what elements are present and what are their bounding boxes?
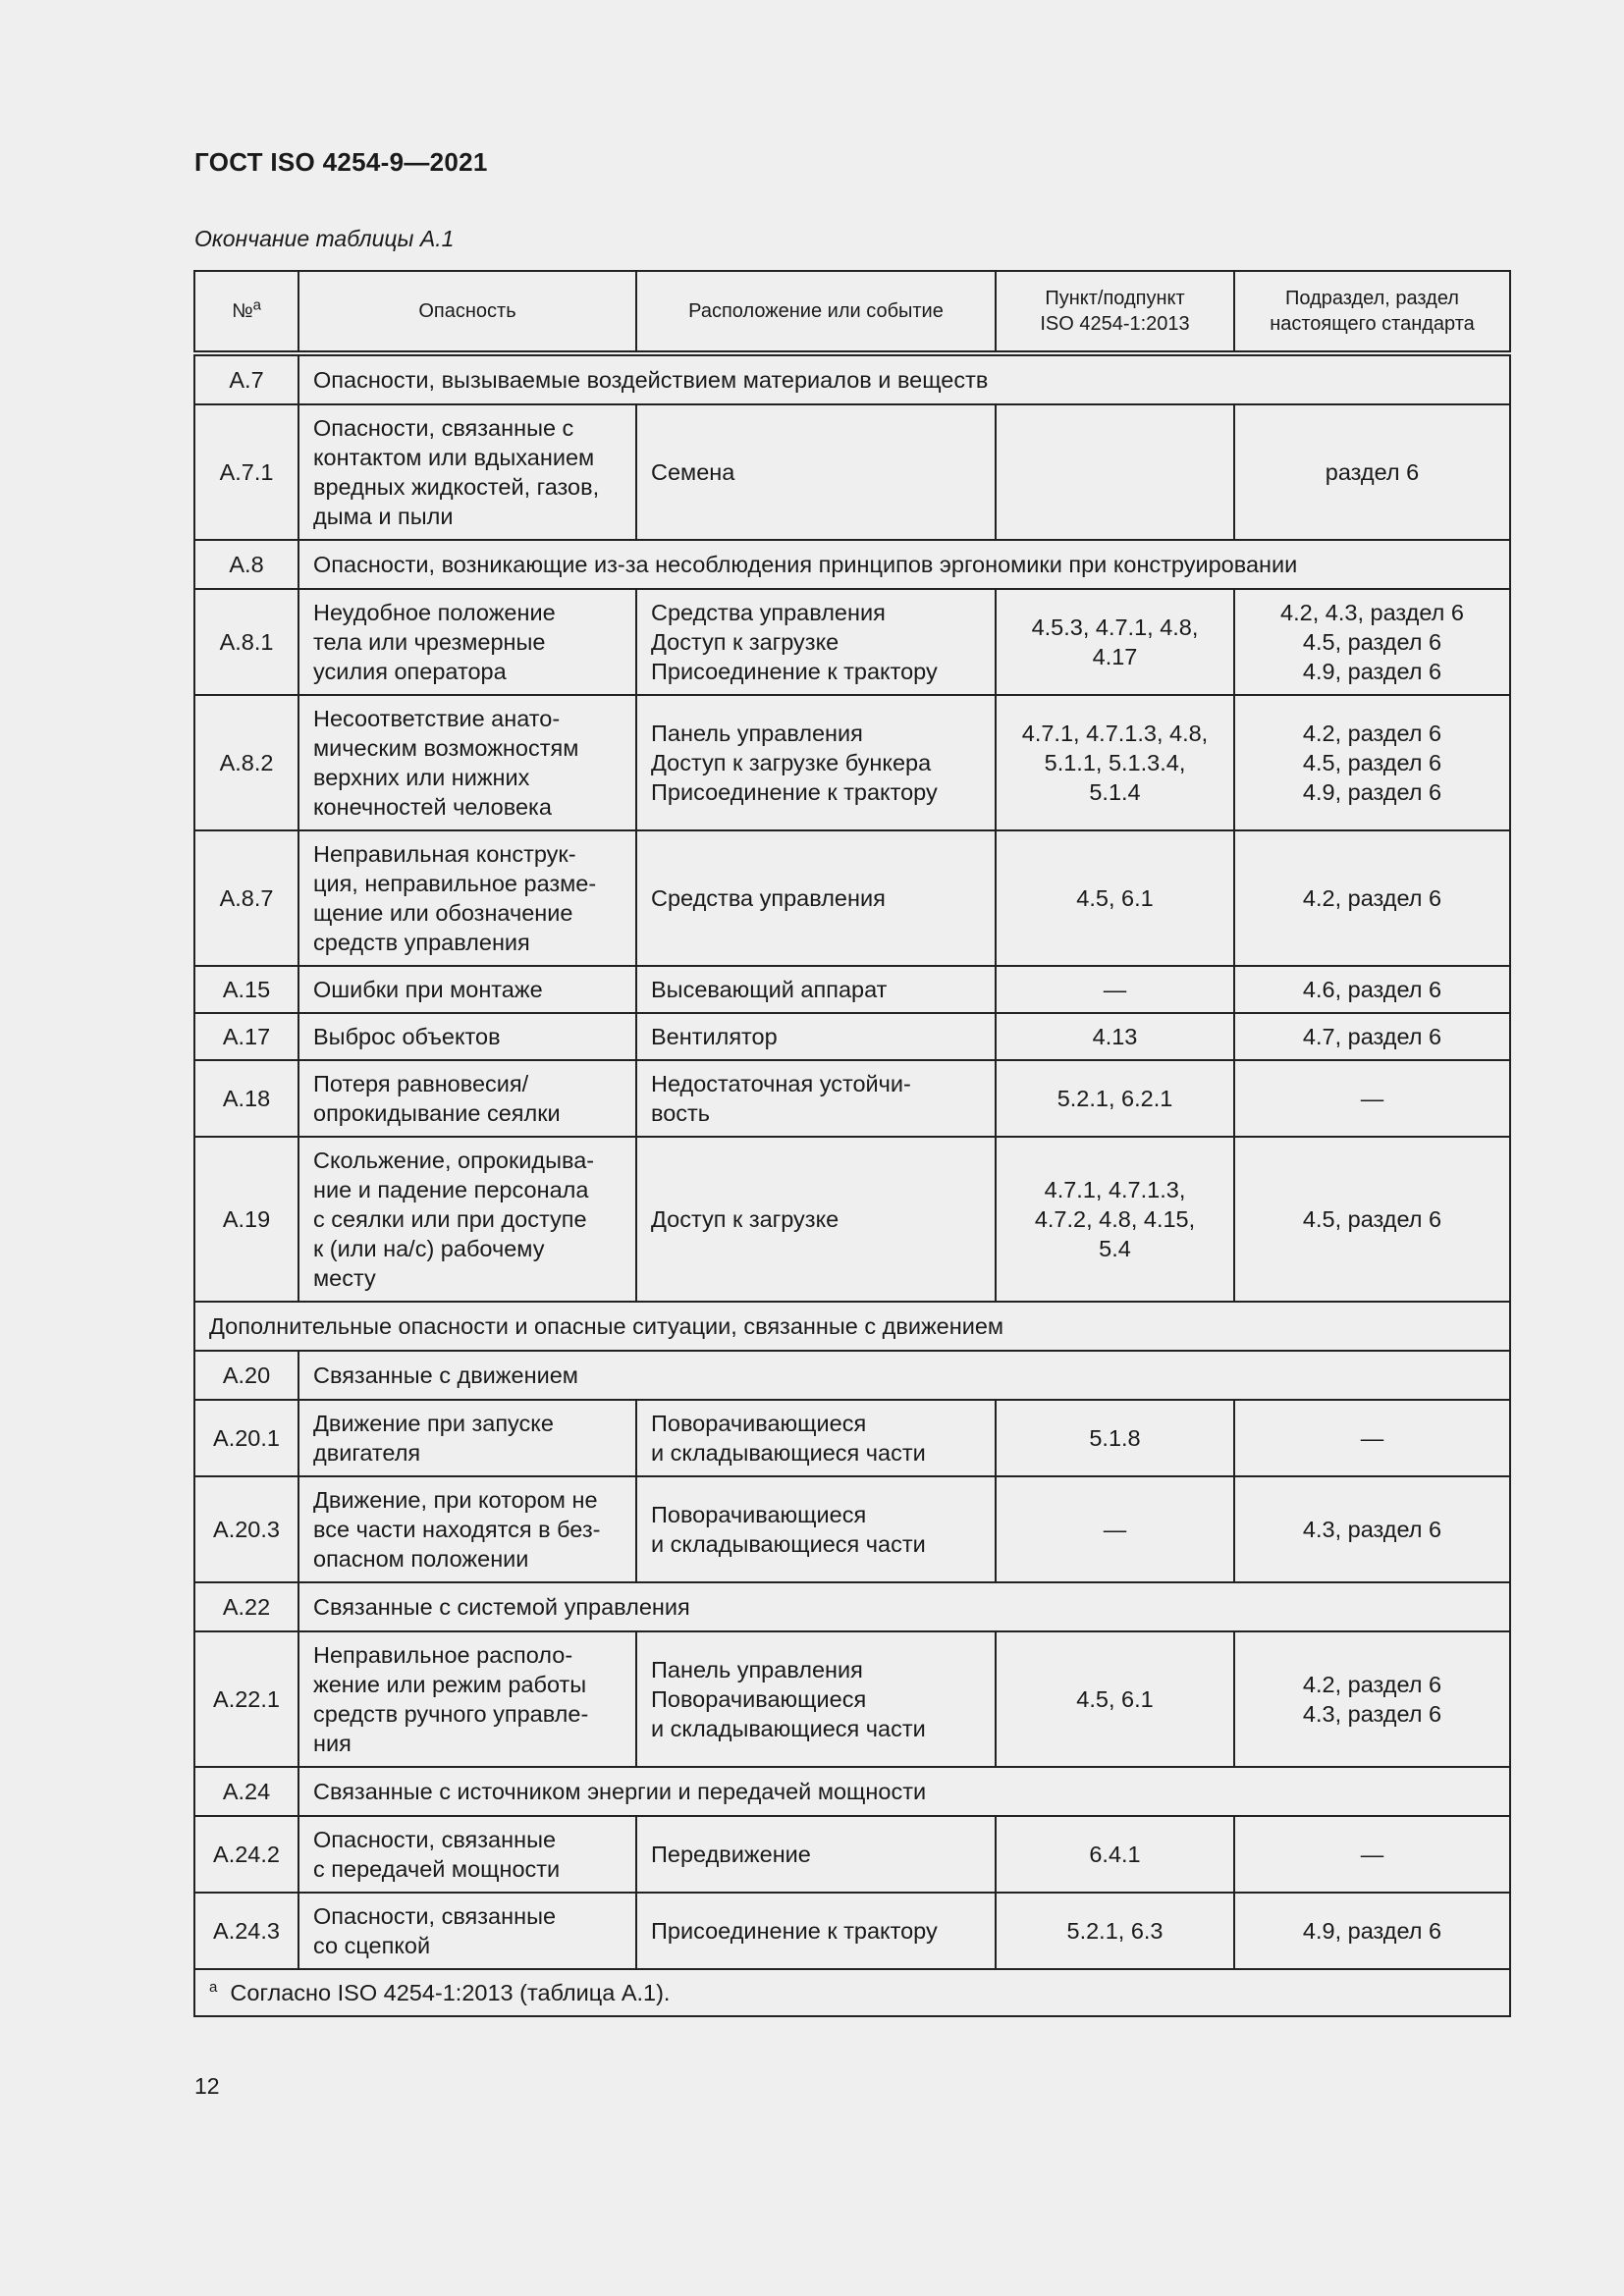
clause-cell: 5.2.1, 6.3 <box>996 1893 1234 1969</box>
location-cell: Вентилятор <box>636 1013 996 1060</box>
group-title: Опасности, вызываемые воздействием материалов и веществ <box>298 353 1510 404</box>
table-header-row <box>194 271 1510 353</box>
row-num: А.8.7 <box>194 830 298 966</box>
table-row <box>194 404 1510 540</box>
clause-cell <box>996 404 1234 540</box>
page-number: 12 <box>194 2073 220 2099</box>
section-cell: 4.2, 4.3, раздел 6 4.5, раздел 6 4.9, раздел 6 <box>1234 589 1510 695</box>
row-num: А.22 <box>194 1582 298 1631</box>
row-num: А.15 <box>194 966 298 1013</box>
row-num: А.20.3 <box>194 1476 298 1582</box>
table-caption: Окончание таблицы А.1 <box>194 226 455 251</box>
location-cell: Средства управления <box>636 830 996 966</box>
clause-cell: 5.2.1, 6.2.1 <box>996 1060 1234 1137</box>
clause-cell: 4.5, 6.1 <box>996 1631 1234 1767</box>
table-row <box>194 1013 1510 1060</box>
section-cell: 4.9, раздел 6 <box>1234 1893 1510 1969</box>
clause-cell: 4.5.3, 4.7.1, 4.8, 4.17 <box>996 589 1234 695</box>
location-cell: Доступ к загрузке <box>636 1137 996 1302</box>
table-row <box>194 1060 1510 1137</box>
location-cell: Средства управления Доступ к загрузке Присоединение к трактору <box>636 589 996 695</box>
row-num: А.19 <box>194 1137 298 1302</box>
table-row <box>194 1893 1510 1969</box>
table-row <box>194 1816 1510 1893</box>
header-clause: Пункт/подпункт ISO 4254-1:2013 <box>996 271 1234 353</box>
section-cell: 4.6, раздел 6 <box>1234 966 1510 1013</box>
row-num: А.24.2 <box>194 1816 298 1893</box>
section-title: Дополнительные опасности и опасные ситуации, связанные с движением <box>194 1302 1510 1351</box>
row-num: А.20 <box>194 1351 298 1400</box>
table-row <box>194 1476 1510 1582</box>
location-cell: Панель управления Поворачивающиеся и складывающиеся части <box>636 1631 996 1767</box>
table-row <box>194 1631 1510 1767</box>
row-num: А.8.2 <box>194 695 298 830</box>
row-num: А.20.1 <box>194 1400 298 1476</box>
hazard-cell: Выброс объектов <box>298 1013 636 1060</box>
section-cell: — <box>1234 1060 1510 1137</box>
hazard-cell: Неудобное положение тела или чрезмерные усилия оператора <box>298 589 636 695</box>
header-hazard: Опасность <box>298 271 636 353</box>
header-section: Подраздел, раздел настоящего стандарта <box>1234 271 1510 353</box>
table-row <box>194 695 1510 830</box>
location-cell: Высевающий аппарат <box>636 966 996 1013</box>
row-num: А.7.1 <box>194 404 298 540</box>
location-cell: Присоединение к трактору <box>636 1893 996 1969</box>
hazard-cell: Неправильная конструк- ция, неправильное разме- щение или обозначение средств управления <box>298 830 636 966</box>
group-row <box>194 540 1510 589</box>
clause-cell: 4.7.1, 4.7.1.3, 4.8, 5.1.1, 5.1.3.4, 5.1.4 <box>996 695 1234 830</box>
hazard-cell: Движение, при котором не все части находятся в без- опасном положении <box>298 1476 636 1582</box>
hazard-cell: Несоответствие анато- мическим возможностям верхних или нижних конечностей человека <box>298 695 636 830</box>
hazard-cell: Опасности, связанные с передачей мощности <box>298 1816 636 1893</box>
table-row <box>194 1137 1510 1302</box>
group-row <box>194 1351 1510 1400</box>
table-row <box>194 830 1510 966</box>
location-cell: Недостаточная устойчи- вость <box>636 1060 996 1137</box>
hazard-cell: Опасности, связанные с контактом или вдыханием вредных жидкостей, газов, дыма и пыли <box>298 404 636 540</box>
row-num: А.8.1 <box>194 589 298 695</box>
row-num: А.7 <box>194 353 298 404</box>
section-cell: 4.2, раздел 6 4.5, раздел 6 4.9, раздел 6 <box>1234 695 1510 830</box>
section-cell: 4.5, раздел 6 <box>1234 1137 1510 1302</box>
section-cell: — <box>1234 1816 1510 1893</box>
section-cell: раздел 6 <box>1234 404 1510 540</box>
row-num: А.22.1 <box>194 1631 298 1767</box>
document-header: ГОСТ ISO 4254-9—2021 <box>194 147 488 177</box>
table-body <box>194 353 1510 1969</box>
location-cell: Поворачивающиеся и складывающиеся части <box>636 1400 996 1476</box>
header-num: №$^a$ <box>194 271 298 353</box>
group-title: Опасности, возникающие из-за несоблюдения принципов эргономики при конструировании <box>298 540 1510 589</box>
clause-cell: 5.1.8 <box>996 1400 1234 1476</box>
group-title: Связанные с системой управления <box>298 1582 1510 1631</box>
table-row <box>194 1400 1510 1476</box>
table-row <box>194 589 1510 695</box>
group-row <box>194 353 1510 404</box>
clause-cell: 4.5, 6.1 <box>996 830 1234 966</box>
row-num: А.8 <box>194 540 298 589</box>
section-cell: 4.3, раздел 6 <box>1234 1476 1510 1582</box>
row-num: А.24.3 <box>194 1893 298 1969</box>
group-title: Связанные с движением <box>298 1351 1510 1400</box>
group-title: Связанные с источником энергии и передачей мощности <box>298 1767 1510 1816</box>
group-row <box>194 1582 1510 1631</box>
hazard-cell: Опасности, связанные со сцепкой <box>298 1893 636 1969</box>
clause-cell: 6.4.1 <box>996 1816 1234 1893</box>
section-cell: 4.2, раздел 6 <box>1234 830 1510 966</box>
location-cell: Панель управления Доступ к загрузке бункера Присоединение к трактору <box>636 695 996 830</box>
hazard-cell: Неправильное располо- жение или режим работы средств ручного управле- ния <box>298 1631 636 1767</box>
location-cell: Передвижение <box>636 1816 996 1893</box>
section-cell: — <box>1234 1400 1510 1476</box>
location-cell: Поворачивающиеся и складывающиеся части <box>636 1476 996 1582</box>
hazard-cell: Движение при запуске двигателя <box>298 1400 636 1476</box>
table-row <box>194 966 1510 1013</box>
hazard-cell: Потеря равновесия/ опрокидывание сеялки <box>298 1060 636 1137</box>
table-footer <box>194 1969 1510 2016</box>
section-cell: 4.7, раздел 6 <box>1234 1013 1510 1060</box>
row-num: А.17 <box>194 1013 298 1060</box>
header-location: Расположение или событие <box>636 271 996 353</box>
hazards-table <box>193 270 1511 2017</box>
hazard-cell: Скольжение, опрокидыва- ние и падение персонала с сеялки или при доступе к (или на/с) рабочему месту <box>298 1137 636 1302</box>
clause-cell: — <box>996 966 1234 1013</box>
clause-cell: — <box>996 1476 1234 1582</box>
row-num: А.18 <box>194 1060 298 1137</box>
footnote: $^a$ Согласно ISO 4254-1:2013 (таблица А.1). <box>194 1969 1510 2016</box>
group-row <box>194 1767 1510 1816</box>
clause-cell: 4.13 <box>996 1013 1234 1060</box>
location-cell: Семена <box>636 404 996 540</box>
row-num: А.24 <box>194 1767 298 1816</box>
section-row <box>194 1302 1510 1351</box>
footnote-row <box>194 1969 1510 2016</box>
hazard-cell: Ошибки при монтаже <box>298 966 636 1013</box>
section-cell: 4.2, раздел 6 4.3, раздел 6 <box>1234 1631 1510 1767</box>
table-header <box>194 271 1510 353</box>
clause-cell: 4.7.1, 4.7.1.3, 4.7.2, 4.8, 4.15, 5.4 <box>996 1137 1234 1302</box>
